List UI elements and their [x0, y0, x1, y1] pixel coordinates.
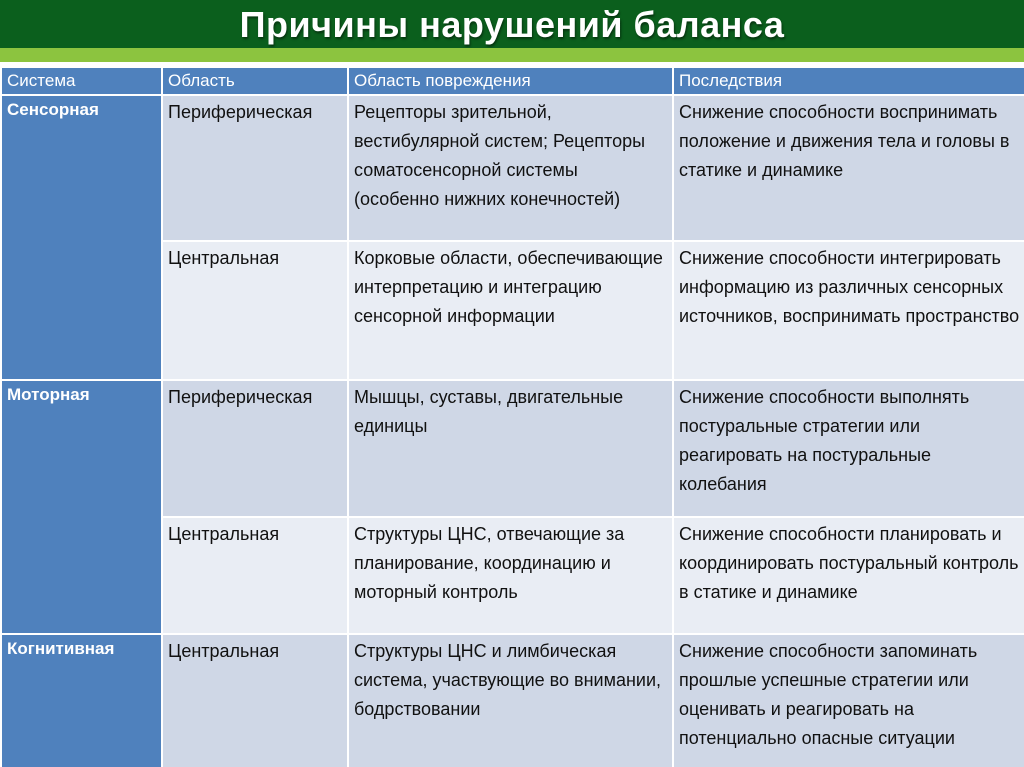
- table-row: [1, 95, 1024, 241]
- consequence-cell: Снижение способности воспринимать положение и движения тела и головы в статике и динамике: [673, 95, 1024, 241]
- table-container: [0, 66, 1024, 767]
- header-system: Система: [1, 67, 162, 95]
- header-area: Область: [162, 67, 348, 95]
- title-bar: [0, 0, 1024, 48]
- table-row: [1, 380, 1024, 517]
- damage-cell: Мышцы, суставы, двигательные единицы: [348, 380, 673, 517]
- area-cell: Центральная: [162, 517, 348, 634]
- area-cell: Периферическая: [162, 95, 348, 241]
- damage-cell: Структуры ЦНС, отвечающие за планирование, координацию и моторный контроль: [348, 517, 673, 634]
- area-cell: Центральная: [162, 634, 348, 767]
- table-header-row: [1, 67, 1024, 95]
- consequence-cell: Снижение способности выполнять постуральные стратегии или реагировать на постуральные колебания: [673, 380, 1024, 517]
- accent-bar: [0, 48, 1024, 62]
- area-cell: Центральная: [162, 241, 348, 380]
- damage-cell: Структуры ЦНС и лимбическая система, участвующие во внимании, бодрствовании: [348, 634, 673, 767]
- system-cell-cognitive: Когнитивная: [1, 634, 162, 767]
- balance-causes-table: [0, 66, 1024, 767]
- area-cell: Периферическая: [162, 380, 348, 517]
- table-row: [1, 634, 1024, 767]
- consequence-cell: Снижение способности планировать и координировать постуральный контроль в статике и динамике: [673, 517, 1024, 634]
- consequence-cell: Снижение способности интегрировать информацию из различных сенсорных источников, воспринимать пространство: [673, 241, 1024, 380]
- slide-title: Причины нарушений баланса: [239, 4, 785, 45]
- system-cell-motor: Моторная: [1, 380, 162, 634]
- consequence-cell: Снижение способности запоминать прошлые успешные стратегии или оценивать и реагировать на потенциально опасные ситуации: [673, 634, 1024, 767]
- header-consequences: Последствия: [673, 67, 1024, 95]
- damage-cell: Рецепторы зрительной, вестибулярной систем; Рецепторы соматосенсорной системы (особенно нижних конечностей): [348, 95, 673, 241]
- system-cell-sensory: Сенсорная: [1, 95, 162, 380]
- header-damage-area: Область повреждения: [348, 67, 673, 95]
- damage-cell: Корковые области, обеспечивающие интерпретацию и интеграцию сенсорной информации: [348, 241, 673, 380]
